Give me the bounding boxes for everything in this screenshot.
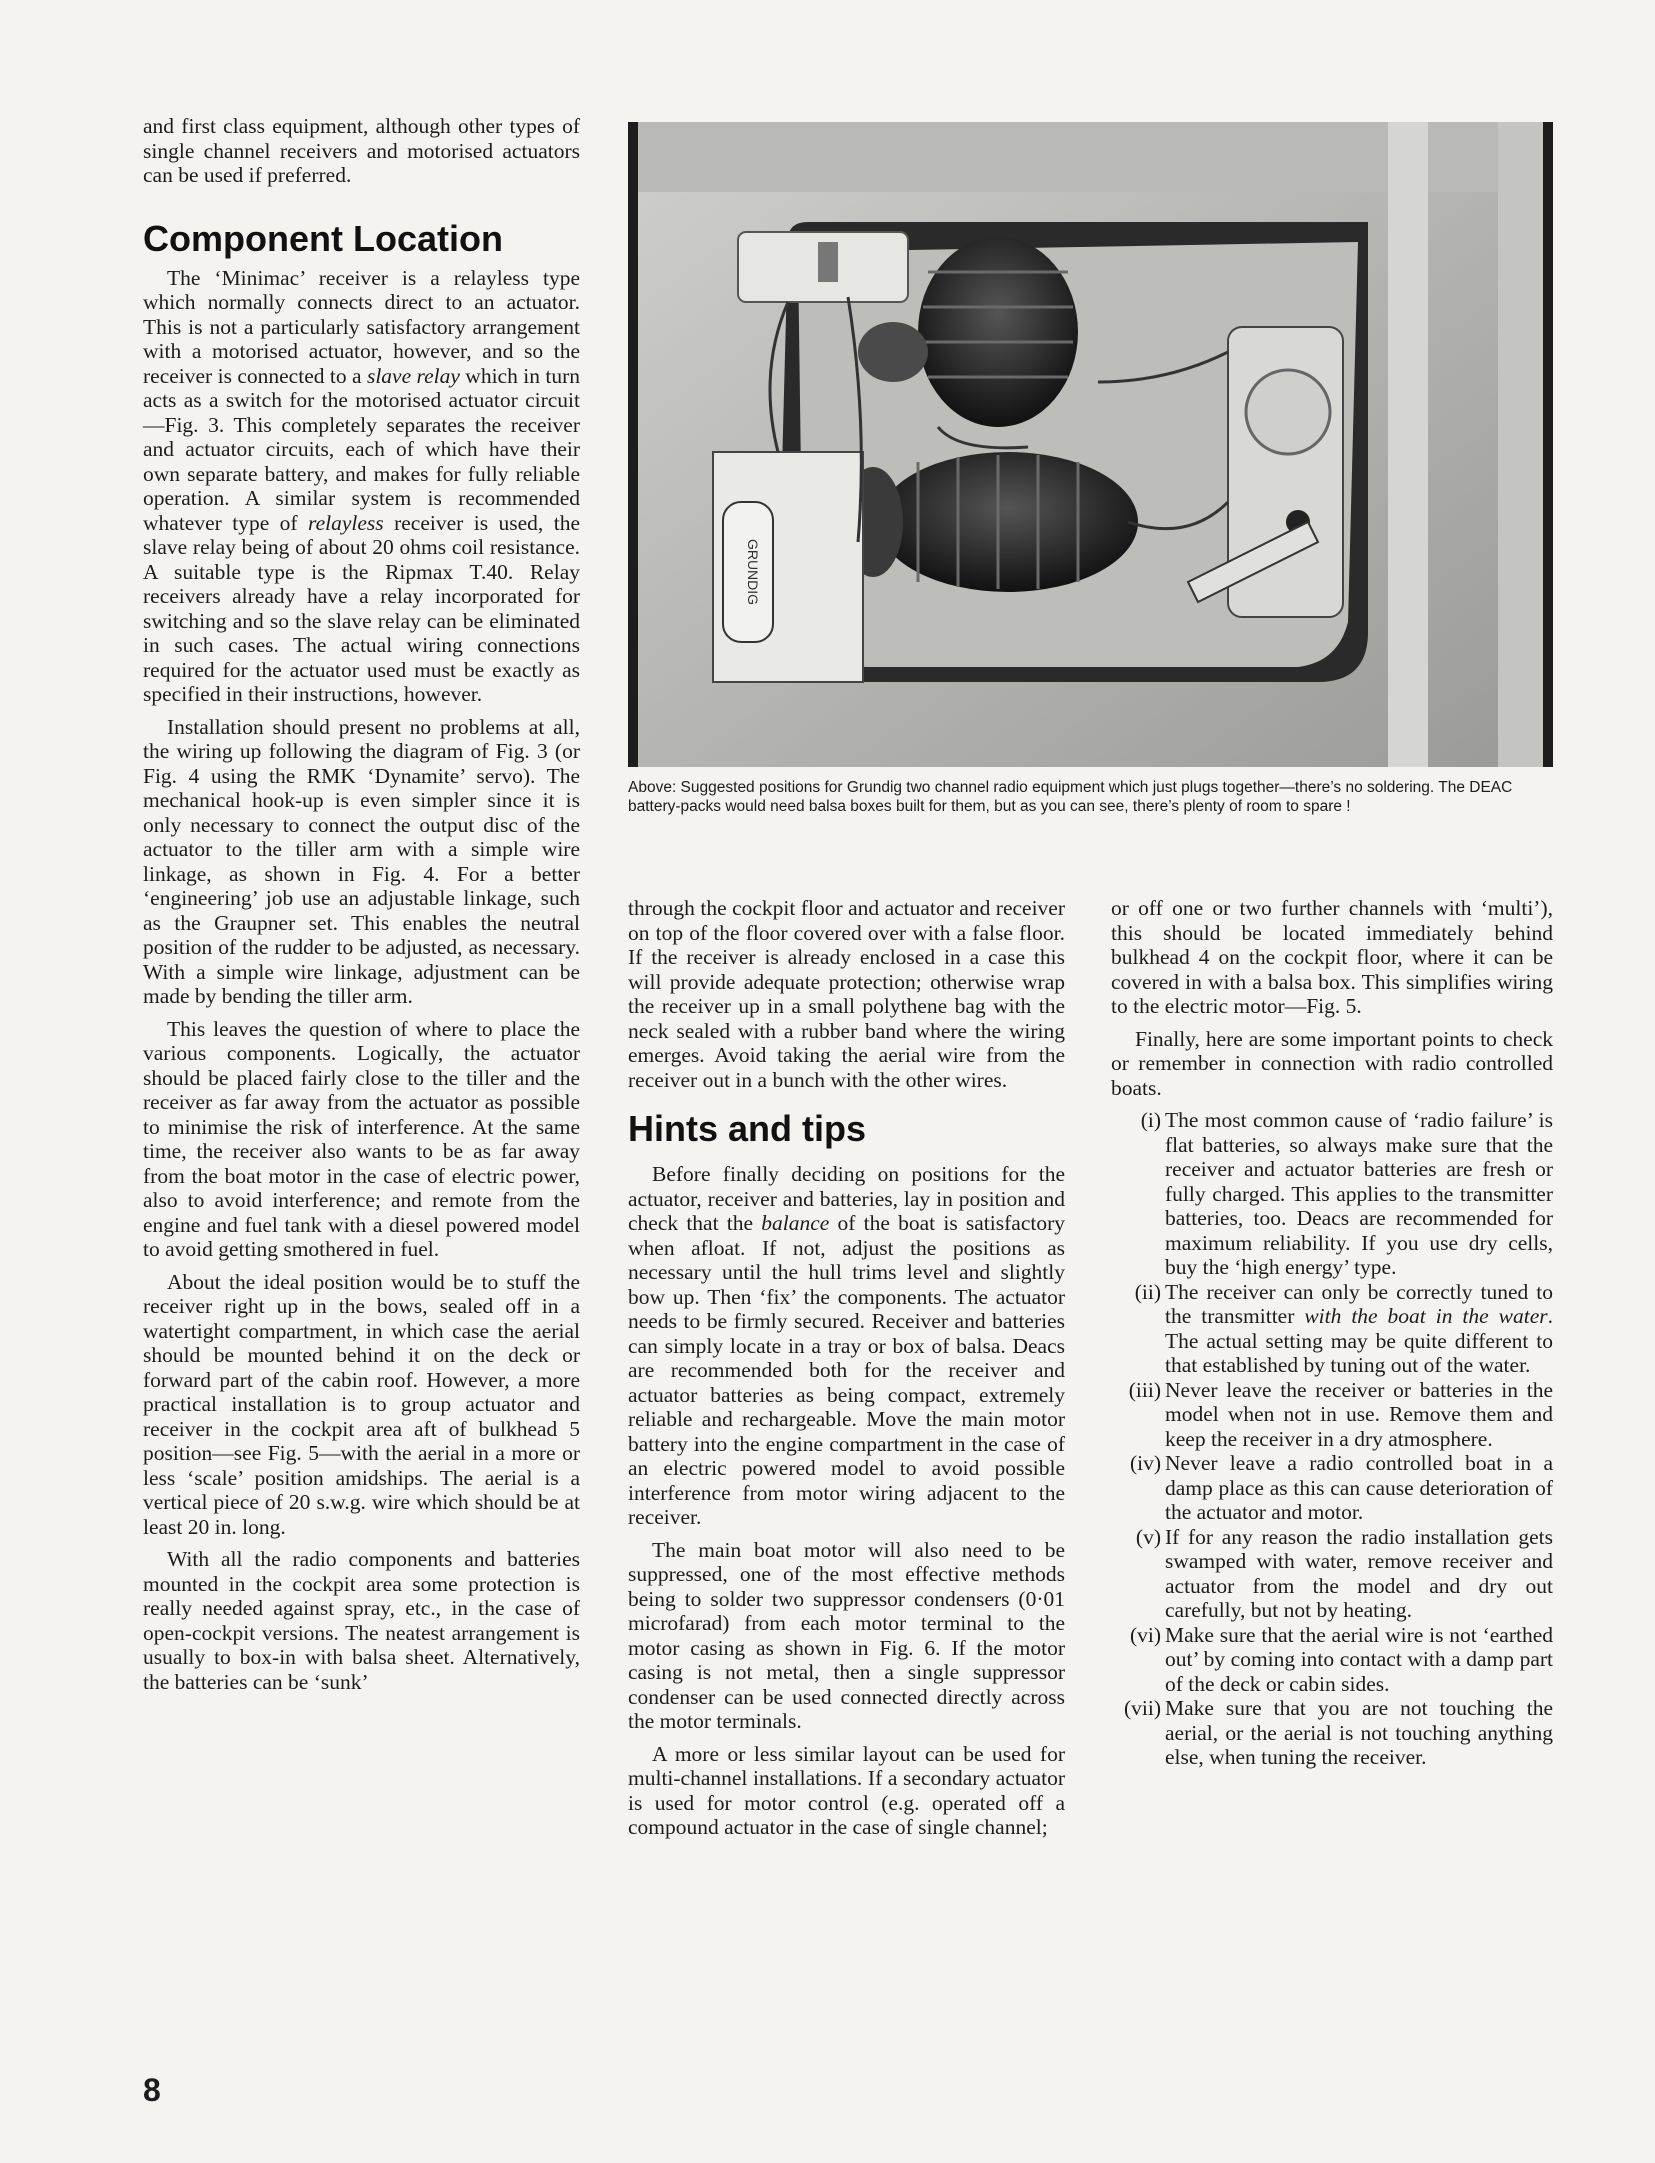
paragraph: This leaves the question of where to place the various components. Logically, the actuator should be placed fairly close to the tiller and the receiver as far away from the actuator as possible to minimise the risk of interference. At the same time, the receiver also wants to be as far away from the boat motor in the case of electric power, also to avoid interference; and remote from the engine and fuel tank with a diesel powered model to avoid getting smothered in fuel. <box>143 1016 580 1261</box>
list-item <box>1111 1378 1553 1452</box>
italic-run: balance <box>761 1211 830 1235</box>
list-text: The most common cause of ‘radio failure’ is flat batteries, so always make sure that the receiver and actuator batteries are fresh or fully charged. This applies to the transmitter batteries, too. Deacs are recommended for maximum reliability. If you use dry cells, buy the ‘high energy’ type. <box>1165 1108 1553 1279</box>
heading-component-location: Component Location <box>143 217 503 259</box>
text-run: which in turn acts as a switch for the motorised actuator circuit—Fig. 3. This completely separates the receiver and actuator circuits, each of which have their own separate battery, and makes for fully reliable operation. A similar system is recommended whatever type of <box>143 363 580 535</box>
list-text: If for any reason the radio installation gets swamped with water, remove receiver and actuator from the model and dry out carefully, but not by heating. <box>1165 1524 1553 1622</box>
grundig-label: GRUNDIG <box>745 538 761 606</box>
list-item <box>1111 1525 1553 1623</box>
list-text: Never leave the receiver or batteries in the model when not in use. Remove them and keep the receiver in a dry atmosphere. <box>1165 1377 1553 1451</box>
column-3 <box>1111 896 1553 1770</box>
list-text: The receiver can only be correctly tuned to the transmitter <box>1165 1279 1553 1328</box>
paragraph: through the cockpit floor and actuator and receiver on top of the floor covered over with a false floor. If the receiver is already enclosed in a case this will provide adequate protection; otherwise wrap the receiver up in a small polythene bag with the neck sealed with a rubber band where the wiring emerges. Avoid taking the aerial wire from the receiver out in a bunch with the other wires. <box>628 896 1065 1092</box>
italic-run: slave relay <box>366 363 460 388</box>
text-run: of the boat is satisfactory when afloat. If not, adjust the positions as necessary until the hull trims level and slightly bow up. Then ‘fix’ the components. The actuator needs to be firmly secured. Receiver and batteries can simply locate in a tray or box of balsa. Deacs are recommended both for the receiver and actuator batteries as being compact, extremely reliable and rechargeable. Move the main motor battery into the engine compartment in the case of an electric powered model to avoid possible interference from motor wiring adjacent to the receiver. <box>628 1211 1065 1529</box>
list-number: (ii) <box>1134 1279 1161 1304</box>
photo-caption: Above: Suggested positions for Grundig two channel radio equipment which just plugs together—there’s no soldering. The DEAC battery-packs would need balsa boxes built for them, but as you can see, there’s plenty of room to spare ! <box>628 779 1513 815</box>
italic-run: relayless <box>308 510 384 535</box>
paragraph: About the ideal position would be to stuff the receiver right up in the bows, sealed off in a watertight compartment, in which case the aerial should be mounted behind it on the deck or forward part of the cabin roof. However, a more practical installation is to group actuator and receiver in the cockpit area aft of bulkhead 5 position—see Fig. 5—with the aerial in a more or less ‘scale’ position amidships. The aerial is a vertical piece of 20 s.w.g. wire which should be at least 20 in. long. <box>143 1269 580 1539</box>
list-text: Make sure that you are not touching the aerial, or the aerial is not touching anything else, when tuning the receiver. <box>1165 1696 1553 1769</box>
italic-run: with the boat in the water <box>1304 1304 1548 1328</box>
list-item <box>1111 1696 1553 1770</box>
paragraph: or off one or two further channels with ‘multi’), this should be located immediately behind bulkhead 4 on the cockpit floor, where it can be covered in with a balsa box. This simplifies wiring to the electric motor—Fig. 5. <box>1111 896 1553 1018</box>
paragraph: and first class equipment, although other types of single channel receivers and motorised actuators can be used if preferred. <box>143 114 580 187</box>
paragraph <box>628 1162 1065 1530</box>
list-number: (vi) <box>1129 1622 1161 1647</box>
checklist <box>1111 1108 1553 1770</box>
text-run: The ‘Minimac’ receiver is a relayless type which normally connects direct to an actuator. This is not a particularly satisfactory arrangement with a motorised actuator, however, and so the receiver is connected to a <box>143 265 580 388</box>
paragraph: The main boat motor will also need to be suppressed, one of the most effective methods being to solder two suppressor condensers (0·01 microfarad) from each motor terminal to the motor casing as shown in Fig. 6. If the motor casing is not metal, then a single suppressor condenser can be used connected directly across the motor terminals. <box>628 1537 1065 1733</box>
paragraph: Installation should present no problems at all, the wiring up following the diagram of Fig. 3 (or Fig. 4 using the RMK ‘Dynamite’ servo). The mechanical hook-up is even simpler since it is only necessary to connect the output disc of the actuator to the tiller arm with a simple wire linkage, as shown in Fig. 4. For a better ‘engineering’ job use an adjustable linkage, such as the Graupner set. This enables the neutral position of the rudder to be adjusted, as necessary. With a simple wire linkage, adjustment can be made by bending the tiller arm. <box>143 714 580 1008</box>
list-number: (v) <box>1135 1524 1161 1549</box>
text-run: Before finally deciding on positions for the actuator, receiver and batteries, lay in position and check that the <box>628 1162 1065 1235</box>
list-number: (i) <box>1140 1108 1161 1132</box>
list-text: Never leave a radio controlled boat in a damp place as this can cause deterioration of the actuator and motor. <box>1165 1451 1553 1524</box>
column-2 <box>628 896 1065 1848</box>
list-text: Make sure that the aerial wire is not ‘earthed out’ by coming into contact with a damp part of the deck or cabin sides. <box>1165 1622 1553 1696</box>
page-number: 8 <box>143 2072 161 2108</box>
list-item <box>1111 1280 1553 1378</box>
list-item <box>1111 1623 1553 1697</box>
column-1 <box>143 114 580 1702</box>
list-number: (iv) <box>1129 1451 1161 1475</box>
paragraph: With all the radio components and batteries mounted in the cockpit area some protection is really needed against spray, etc., in the case of open-cockpit versions. The neatest arrangement is usually to box-in with balsa sheet. Alternatively, the batteries can be ‘sunk’ <box>143 1547 580 1694</box>
paragraph: A more or less similar layout can be used for multi-channel installations. If a secondary actuator is used for motor control (e.g. operated off a compound actuator in the case of single channel; <box>628 1741 1065 1839</box>
photo-radio-equipment <box>628 122 1553 767</box>
list-text: . The actual setting may be quite different to that established by tuning out of the water. <box>1165 1304 1553 1377</box>
list-number: (iii) <box>1128 1377 1161 1402</box>
text-run: receiver is used, the slave relay being of about 20 ohms coil resistance. A suitable type is the Ripmax T.40. Relay receivers already have a relay incorporated for switching and so the slave relay can be eliminated in such cases. The actual wiring connections required for the actuator used must be exactly as specified in their instructions, however. <box>143 510 580 706</box>
heading-hints-and-tips: Hints and tips <box>628 1108 867 1149</box>
list-item <box>1111 1451 1553 1525</box>
list-number: (vii) <box>1123 1696 1161 1720</box>
paragraph: Finally, here are some important points to check or remember in connection with radio controlled boats. <box>1111 1026 1553 1100</box>
paragraph <box>143 266 580 707</box>
list-item <box>1111 1108 1553 1280</box>
